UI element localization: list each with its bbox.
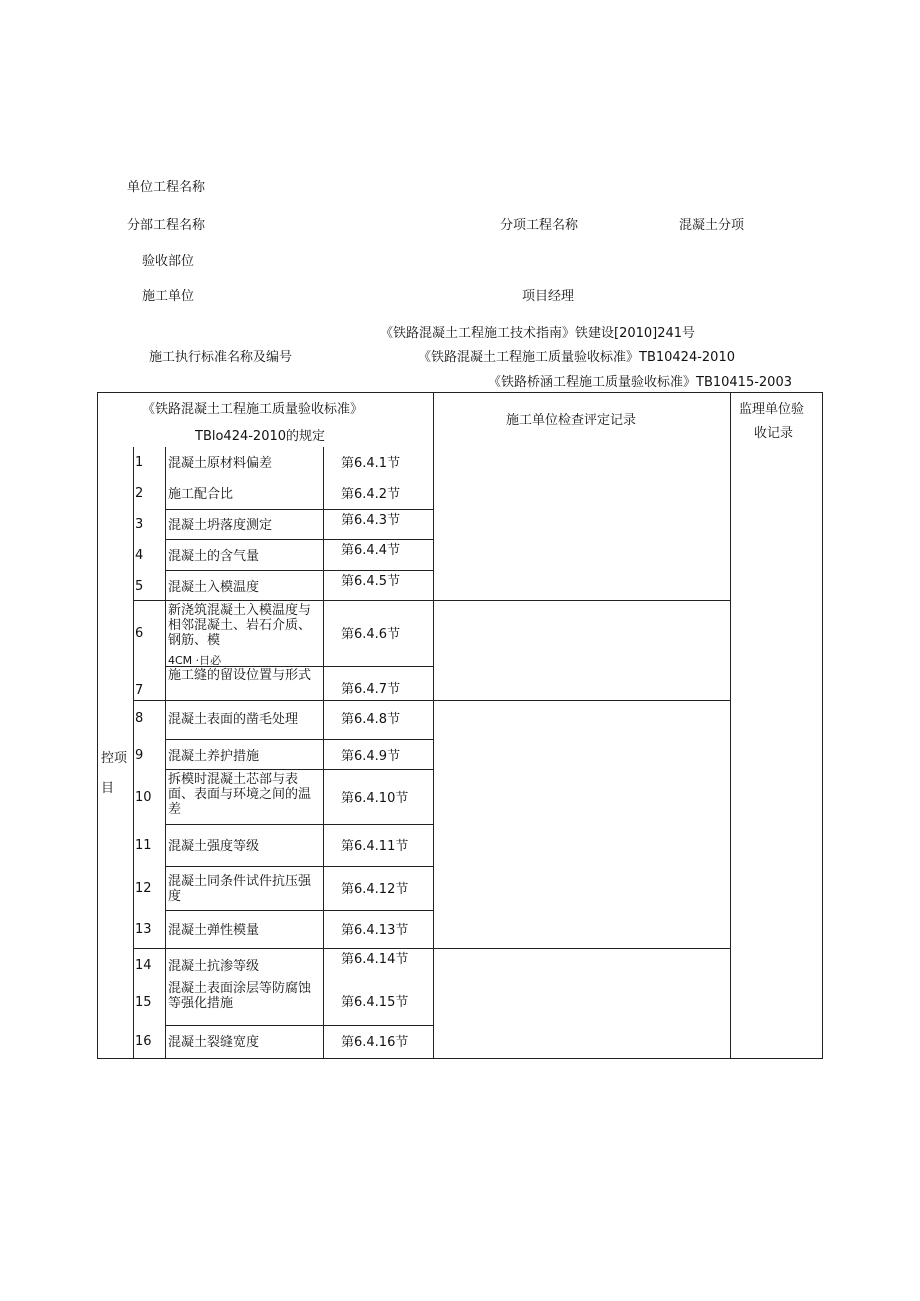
division-project-label: 分部工程名称	[127, 218, 206, 233]
row-clause: 第6.4.7节	[341, 682, 401, 697]
row-line	[165, 570, 434, 571]
supervision-header-line2: 收记录	[754, 426, 794, 441]
table-border-top	[97, 392, 823, 393]
row-clause: 第6.4.15节	[341, 995, 409, 1010]
row-line	[165, 866, 434, 867]
inspection-part-label: 验收部位	[142, 254, 195, 269]
row-item: 混凝土强度等级	[168, 839, 260, 854]
sub-item-value: 混凝土分项	[679, 218, 745, 233]
table-border-left	[97, 392, 98, 1059]
row-clause: 第6.4.8节	[341, 712, 401, 727]
row-item: 混凝土养护措施	[168, 749, 260, 764]
row-line	[165, 824, 434, 825]
row-clause: 第6.4.12节	[341, 882, 409, 897]
row-item: 混凝土抗渗等级	[168, 959, 260, 974]
row-item-tail: 4CM ·日必	[168, 655, 222, 666]
row-clause: 第6.4.3节	[341, 513, 401, 528]
row-number: 4	[135, 548, 144, 563]
row-number: 12	[135, 881, 152, 896]
spec-header-line2: TBlo424-2010的规定	[195, 429, 326, 444]
row-item: 混凝土原材料偏差	[168, 456, 273, 471]
col-divider-no	[133, 447, 134, 1059]
row-number: 2	[135, 486, 144, 501]
row-clause: 第6.4.6节	[341, 627, 401, 642]
table-border-bottom	[97, 1058, 823, 1059]
row-number: 6	[135, 626, 144, 641]
row-clause: 第6.4.10节	[341, 791, 409, 806]
row-line	[165, 666, 434, 667]
row-number: 8	[135, 711, 144, 726]
category-label-line2: 目	[101, 781, 115, 796]
row-line	[165, 1025, 434, 1026]
row-clause: 第6.4.5节	[341, 574, 401, 589]
construction-record-header: 施工单位检查评定记录	[506, 413, 637, 428]
row-clause: 第6.4.9节	[341, 749, 401, 764]
row-number: 15	[135, 995, 152, 1010]
category-label-line1: 控项	[101, 751, 128, 766]
project-manager-label: 项目经理	[522, 289, 575, 304]
row-number: 13	[135, 922, 152, 937]
row-item: 混凝土裂缝宽度	[168, 1035, 260, 1050]
row-item: 施工缝的留设位置与形式	[168, 668, 312, 683]
row-number: 11	[135, 838, 152, 853]
row-item: 混凝土同条件试件抗压强度	[168, 874, 312, 904]
row-number: 9	[135, 748, 144, 763]
row-line	[133, 600, 731, 601]
row-item: 施工配合比	[168, 487, 234, 502]
row-line	[165, 769, 434, 770]
standard-1: 《铁路混凝土工程施工技术指南》铁建设[2010]241号	[380, 326, 696, 341]
row-item: 混凝土表面的凿毛处理	[168, 712, 299, 727]
construction-unit-label: 施工单位	[142, 289, 195, 304]
standard-label: 施工执行标准名称及编号	[149, 350, 293, 365]
row-number: 1	[135, 455, 144, 470]
row-line	[133, 700, 731, 701]
standard-2: 《铁路混凝土工程施工质量验收标准》TB10424-2010	[418, 350, 735, 365]
unit-project-label: 单位工程名称	[127, 180, 206, 195]
row-line	[165, 910, 434, 911]
row-line	[165, 739, 434, 740]
supervision-header-line1: 监理单位验	[739, 402, 805, 417]
row-line	[165, 539, 434, 540]
row-clause: 第6.4.4节	[341, 543, 401, 558]
row-number: 14	[135, 958, 152, 973]
sub-item-label: 分项工程名称	[500, 218, 579, 233]
col-divider-spec	[433, 392, 434, 1059]
row-clause: 第6.4.11节	[341, 839, 409, 854]
row-clause: 第6.4.14节	[341, 952, 409, 967]
row-number: 7	[135, 683, 144, 698]
row-number: 16	[135, 1034, 152, 1049]
spec-header-line1: 《铁路混凝土工程施工质量验收标准》	[142, 402, 364, 417]
row-clause: 第6.4.2节	[341, 487, 401, 502]
row-clause: 第6.4.16节	[341, 1035, 409, 1050]
standard-3: 《铁路桥涵工程施工质量验收标准》TB10415-2003	[488, 375, 792, 390]
row-number: 5	[135, 579, 144, 594]
row-number: 3	[135, 517, 144, 532]
row-item: 混凝土的含气量	[168, 549, 260, 564]
row-item: 新浇筑混凝土入模温度与相邻混凝土、岩石介质、钢筋、模	[168, 603, 312, 648]
row-item: 混凝土坍落度测定	[168, 518, 273, 533]
row-line	[133, 948, 731, 949]
row-item: 混凝土弹性模量	[168, 923, 260, 938]
row-number: 10	[135, 790, 152, 805]
row-clause: 第6.4.1节	[341, 456, 401, 471]
table-border-right	[822, 392, 823, 1059]
row-item: 拆模时混凝土芯部与表面、表面与环境之间的温差	[168, 772, 312, 817]
col-divider-record	[730, 392, 731, 1059]
row-clause: 第6.4.13节	[341, 923, 409, 938]
row-item: 混凝土入模温度	[168, 580, 260, 595]
row-item: 混凝土表面涂层等防腐蚀等强化措施	[168, 981, 312, 1011]
row-line	[165, 509, 434, 510]
